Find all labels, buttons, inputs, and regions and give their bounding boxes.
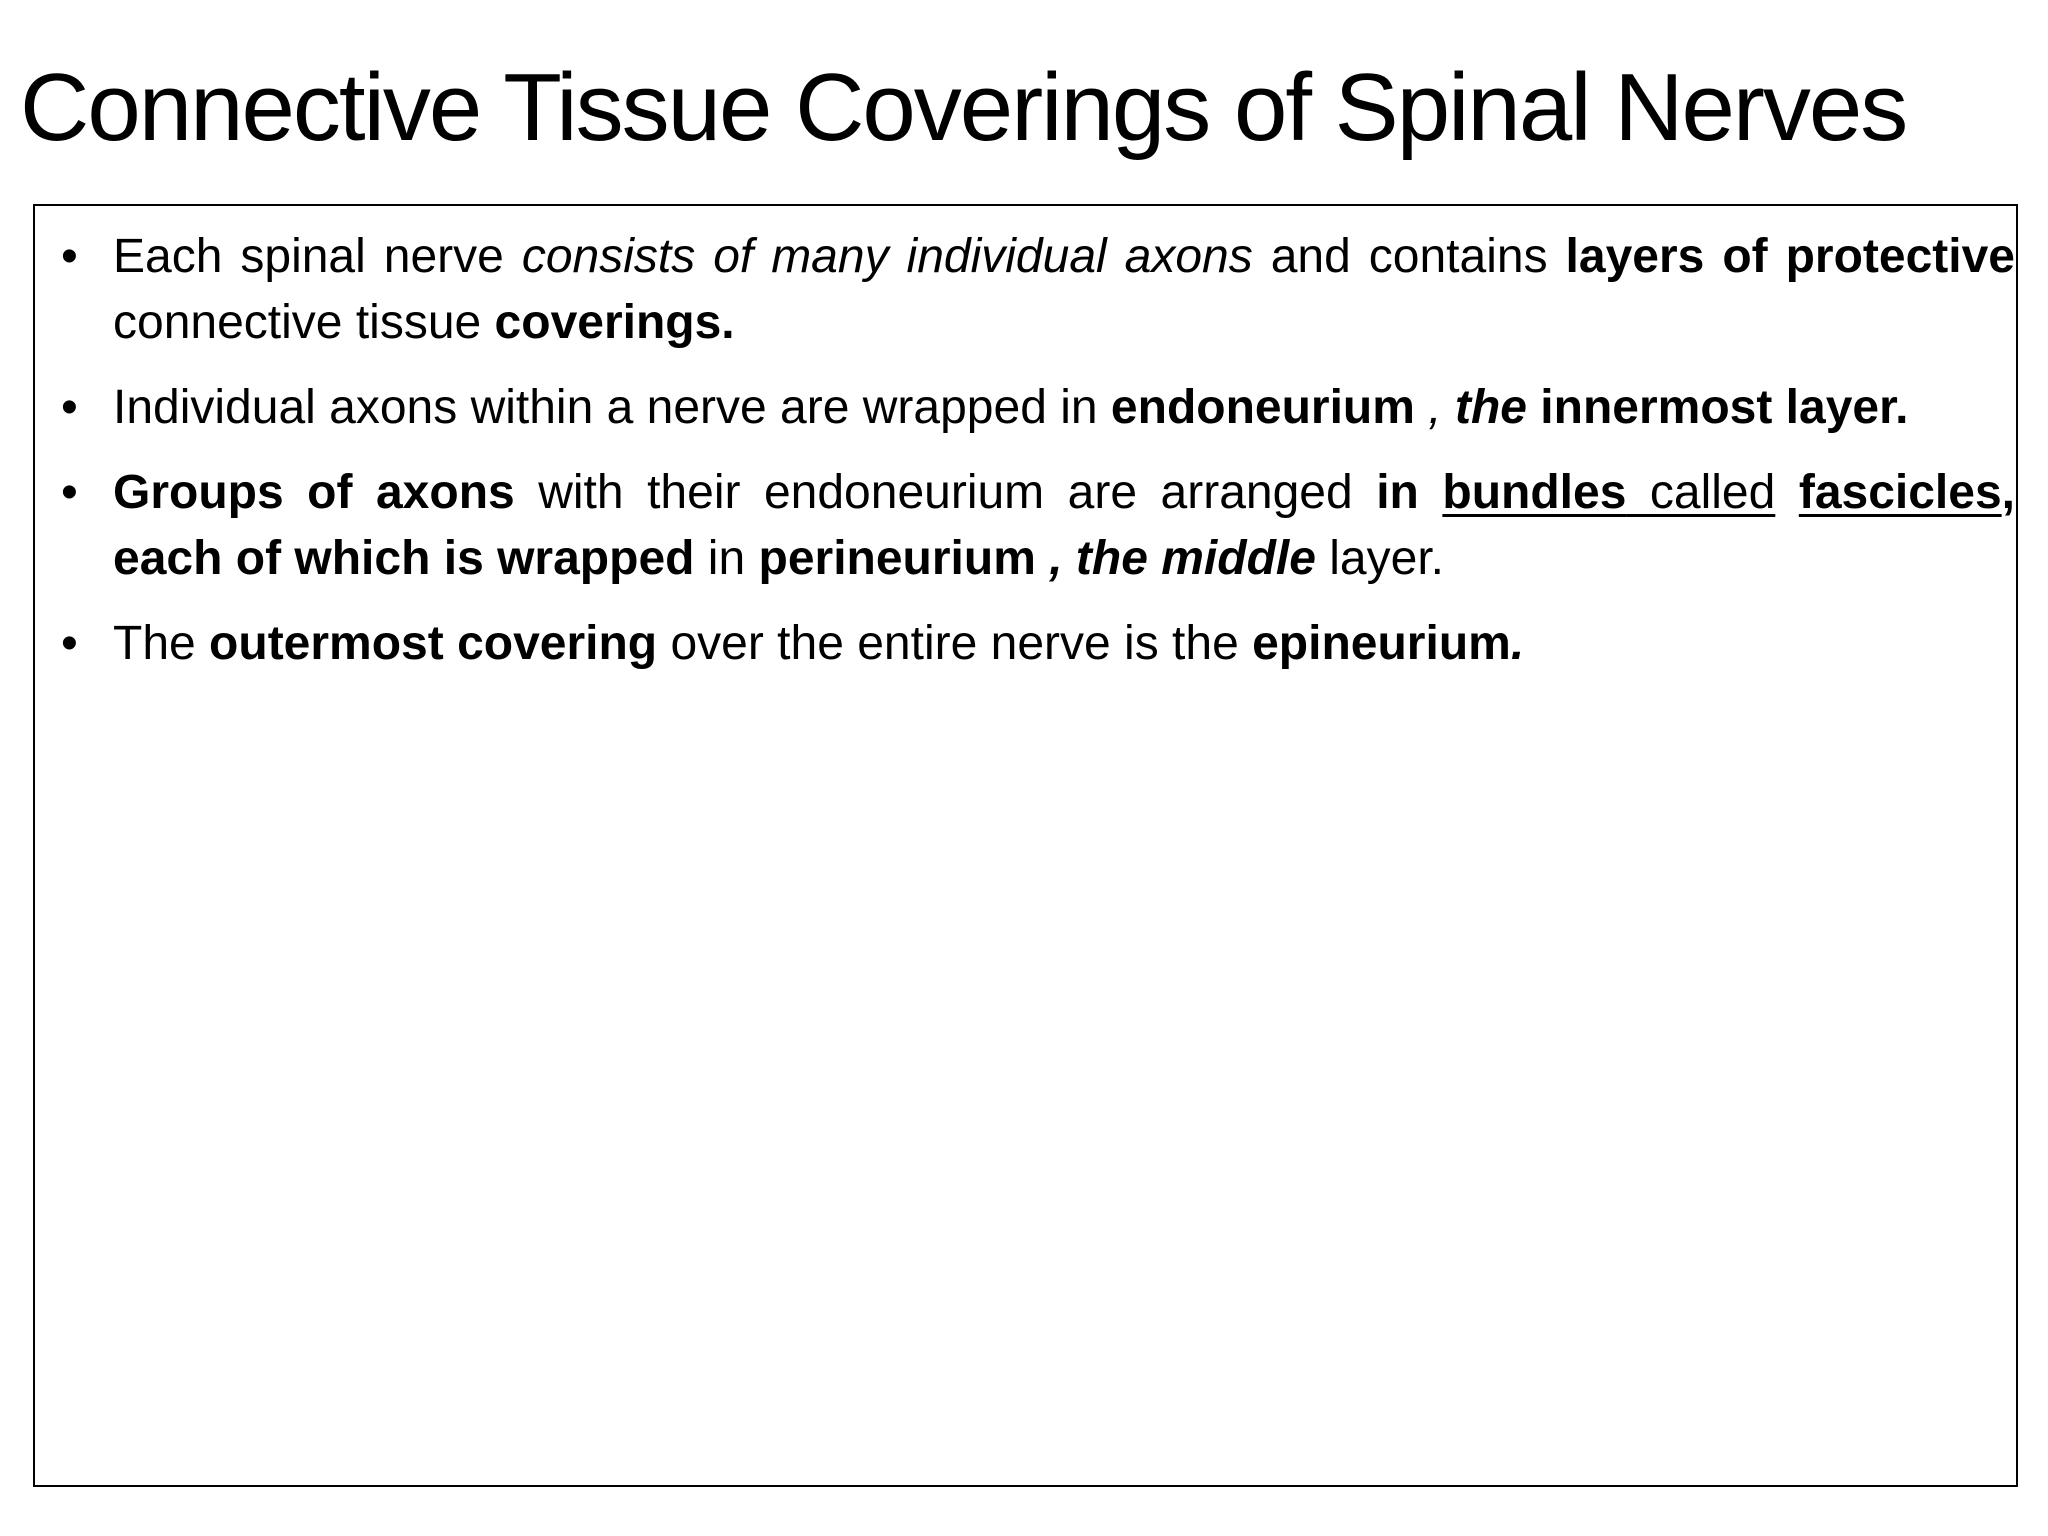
bullet-item [53,611,2015,677]
bullet-dot-icon: • [61,617,78,670]
bullet-text [113,230,2015,349]
text-segment: , [1414,381,1455,434]
text-segment: in [694,532,759,585]
text-segment: in [1376,466,1443,519]
text-segment: coverings. [494,296,735,349]
bullet-item [53,375,2015,441]
bullet-list [53,224,2015,696]
text-segment: , the middle [1035,532,1316,585]
bullet-item [53,224,2015,356]
bullet-text [113,466,2015,585]
text-segment: outermost covering [209,617,658,670]
bullet-item [53,460,2015,592]
text-segment: endoneurium [1110,381,1415,434]
text-segment: Groups of axons [113,466,515,519]
text-segment: perineurium [758,532,1036,585]
text-segment: consists of many individual axons [521,230,1253,283]
text-segment: . [1510,617,1525,670]
text-segment: innermost layer. [1526,381,1909,434]
text-segment: with their endoneurium are arranged [514,466,1377,519]
text-segment: connective tissue [113,296,495,349]
text-segment: layers of protective [1565,230,2016,283]
text-segment: over the entire nerve is the [657,617,1253,670]
text-segment: epineurium [1252,617,1511,670]
bullet-text [113,381,1908,434]
content-box [33,204,2018,1487]
bullet-dot-icon: • [61,381,78,434]
bullet-text [113,617,1524,670]
text-segment: and contains [1252,230,1566,283]
text-segment: the [1454,381,1527,434]
text-segment: , each of which is wrapped [113,466,2015,585]
bullet-dot-icon: • [61,230,78,283]
slide-title: Connective Tissue Coverings of Spinal Nerves [20,54,1907,161]
text-segment: called [1626,466,1776,519]
text-segment: Each spinal nerve [113,230,522,283]
text-segment: fascicles [1798,466,2002,519]
text-segment: layer. [1315,532,1444,585]
text-segment: The [113,617,210,670]
text-segment: bundles [1442,466,1627,519]
bullet-dot-icon: • [61,466,78,519]
text-segment [1775,466,1799,519]
text-segment: Individual axons within a nerve are wrapped in [113,381,1111,434]
